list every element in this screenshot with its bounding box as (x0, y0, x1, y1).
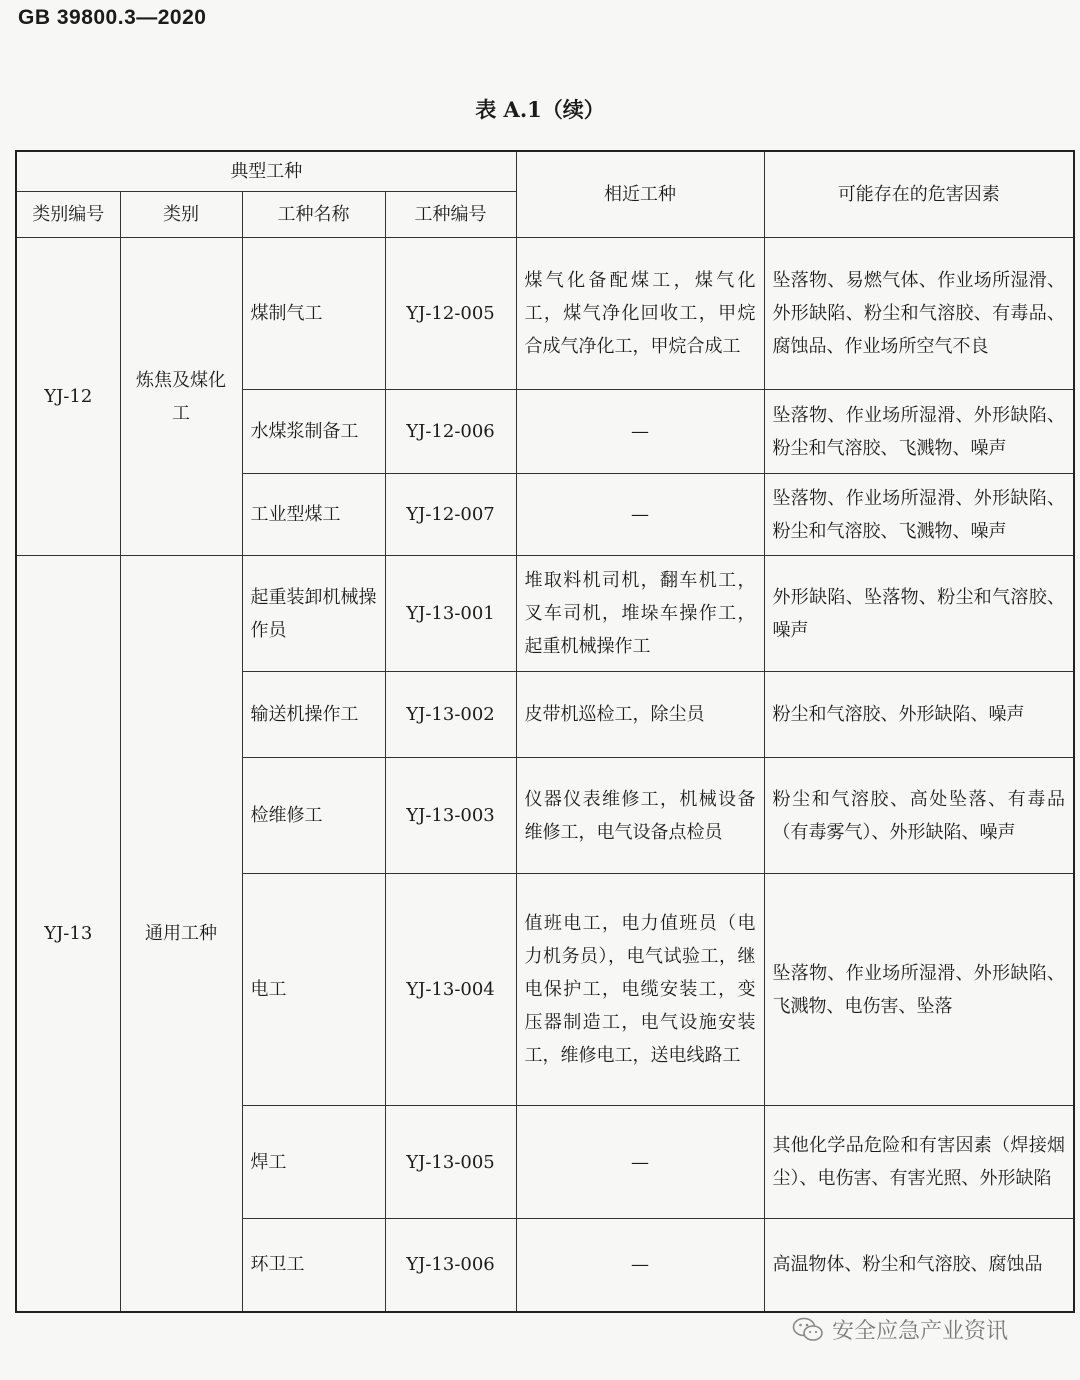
job-code-cell: YJ-13-003 (385, 758, 516, 874)
header-category-code: 类别编号 (16, 192, 120, 238)
job-code-cell: YJ-13-004 (385, 874, 516, 1106)
job-name-cell: 煤制气工 (242, 238, 385, 390)
header-job-code: 工种编号 (385, 192, 516, 238)
job-name-cell: 焊工 (242, 1106, 385, 1219)
table-row (16, 238, 1074, 390)
similar-jobs-cell: 堆取料机司机，翻车机工，叉车司机，堆垛车操作工，起重机械操作工 (516, 556, 764, 672)
hazards-cell: 外形缺陷、坠落物、粉尘和气溶胶、噪声 (764, 556, 1074, 672)
wechat-icon (792, 1316, 824, 1344)
similar-jobs-cell: — (516, 474, 764, 556)
hazards-cell: 坠落物、作业场所湿滑、外形缺陷、粉尘和气溶胶、飞溅物、噪声 (764, 390, 1074, 474)
job-name-cell: 输送机操作工 (242, 672, 385, 758)
similar-jobs-cell: — (516, 390, 764, 474)
job-code-cell: YJ-12-007 (385, 474, 516, 556)
header-job-name: 工种名称 (242, 192, 385, 238)
similar-jobs-cell: 皮带机巡检工，除尘员 (516, 672, 764, 758)
hazards-cell: 粉尘和气溶胶、外形缺陷、噪声 (764, 672, 1074, 758)
job-code-cell: YJ-12-005 (385, 238, 516, 390)
job-name-cell: 工业型煤工 (242, 474, 385, 556)
hazards-cell: 粉尘和气溶胶、高处坠落、有毒品（有毒雾气）、外形缺陷、噪声 (764, 758, 1074, 874)
table-row (16, 556, 1074, 672)
hazards-cell: 坠落物、易燃气体、作业场所湿滑、外形缺陷、粉尘和气溶胶、有毒品、腐蚀品、作业场所空气不良 (764, 238, 1074, 390)
header-similar-jobs: 相近工种 (516, 151, 764, 238)
job-name-cell: 电工 (242, 874, 385, 1106)
hazards-cell: 高温物体、粉尘和气溶胶、腐蚀品 (764, 1219, 1074, 1312)
hazards-cell: 其他化学品危险和有害因素（焊接烟尘）、电伤害、有害光照、外形缺陷 (764, 1106, 1074, 1219)
hazard-table (15, 150, 1075, 1313)
job-name-cell: 水煤浆制备工 (242, 390, 385, 474)
header-category: 类别 (120, 192, 242, 238)
category-cell: 炼焦及煤化工 (120, 238, 242, 556)
table-title: 表 A.1（续） (475, 97, 605, 122)
similar-jobs-cell: — (516, 1219, 764, 1312)
similar-jobs-cell: 煤气化备配煤工，煤气化工，煤气净化回收工，甲烷合成气净化工，甲烷合成工 (516, 238, 764, 390)
category-code-cell: YJ-12 (16, 238, 120, 556)
job-name-cell: 环卫工 (242, 1219, 385, 1312)
job-code-cell: YJ-13-001 (385, 556, 516, 672)
job-code-cell: YJ-13-002 (385, 672, 516, 758)
hazards-cell: 坠落物、作业场所湿滑、外形缺陷、飞溅物、电伤害、坠落 (764, 874, 1074, 1106)
watermark (792, 1314, 1008, 1345)
job-code-cell: YJ-12-006 (385, 390, 516, 474)
header-hazards: 可能存在的危害因素 (764, 151, 1074, 238)
job-name-cell: 检维修工 (242, 758, 385, 874)
category-code-cell: YJ-13 (16, 556, 120, 1312)
hazards-cell: 坠落物、作业场所湿滑、外形缺陷、粉尘和气溶胶、飞溅物、噪声 (764, 474, 1074, 556)
similar-jobs-cell: — (516, 1106, 764, 1219)
header-typical-job: 典型工种 (16, 151, 516, 192)
standard-code: GB 39800.3—2020 (18, 6, 207, 29)
similar-jobs-cell: 值班电工，电力值班员（电力机务员），电气试验工，继电保护工，电缆安装工，变压器制造工，电气设施安装工，维修电工，送电线路工 (516, 874, 764, 1106)
job-code-cell: YJ-13-005 (385, 1106, 516, 1219)
watermark-text: 安全应急产业资讯 (832, 1319, 1009, 1344)
job-code-cell: YJ-13-006 (385, 1219, 516, 1312)
job-name-cell: 起重装卸机械操作员 (242, 556, 385, 672)
category-cell: 通用工种 (120, 556, 242, 1312)
similar-jobs-cell: 仪器仪表维修工，机械设备维修工，电气设备点检员 (516, 758, 764, 874)
